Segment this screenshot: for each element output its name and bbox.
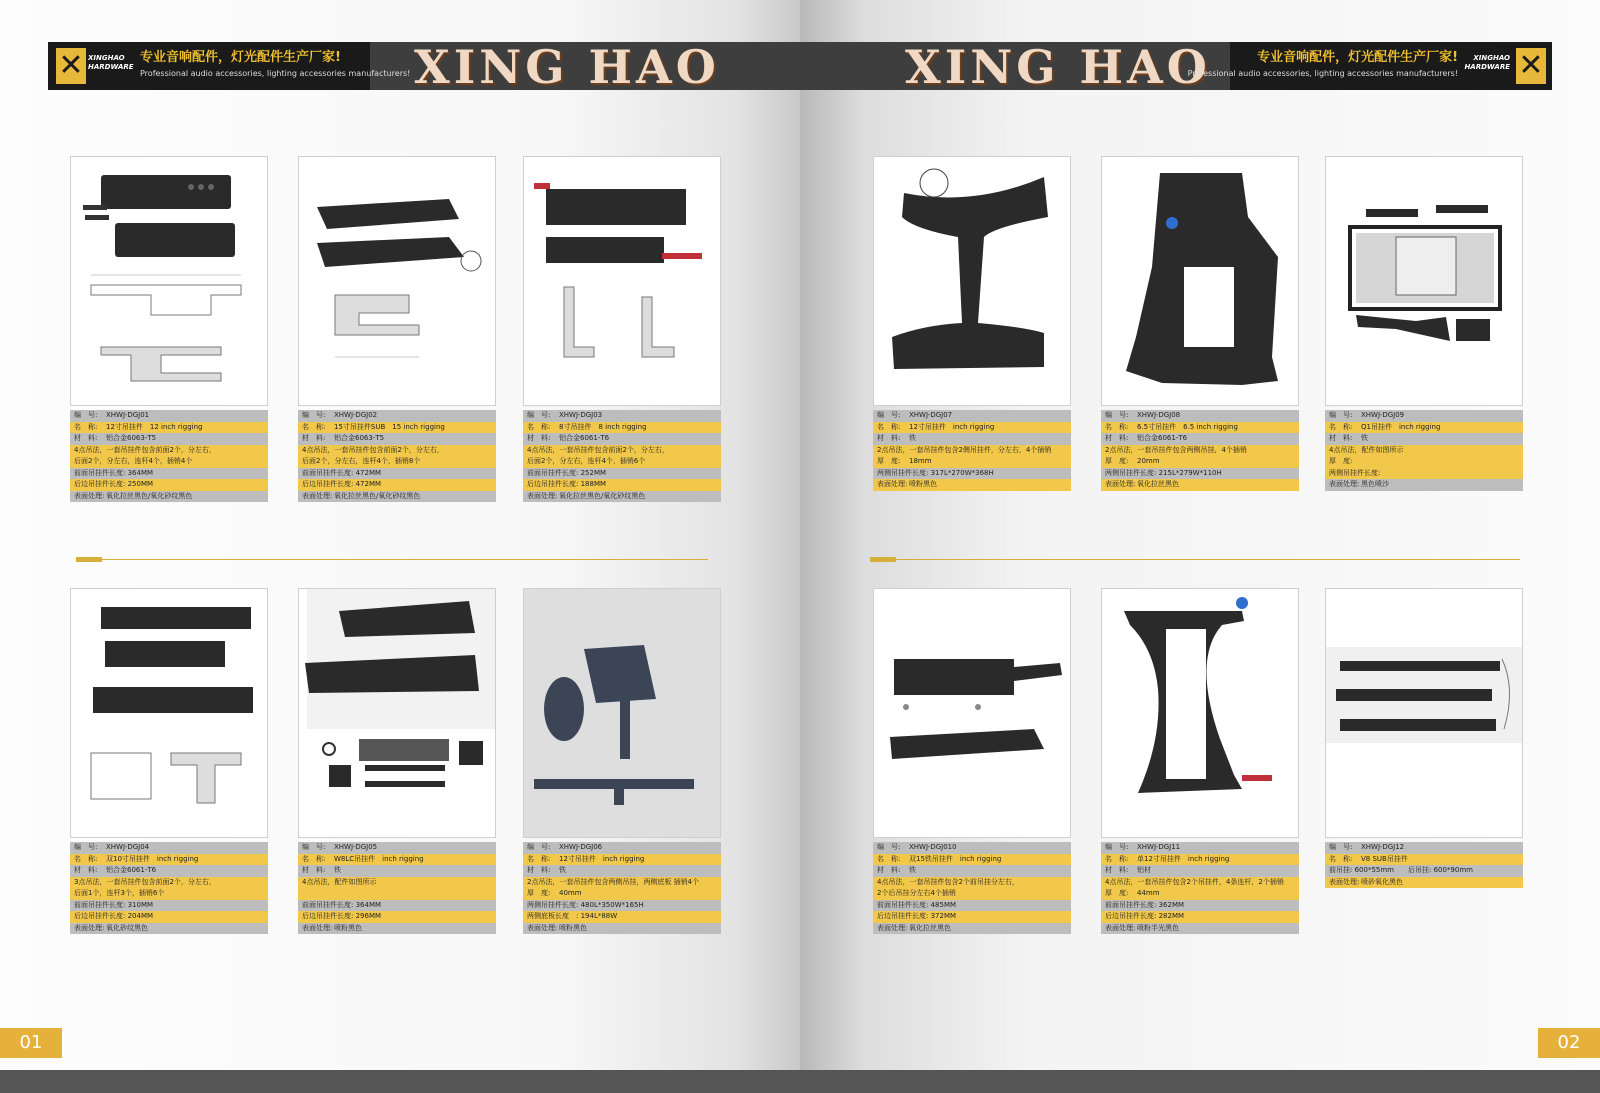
spec-code: 编 号: XHWJ-DGJ11 (1101, 842, 1299, 854)
spec-front-length: 两侧吊挂件长度: 317L*270W*368H (873, 468, 1071, 480)
spec-name: 名 称: 8寸吊挂件 8 inch rigging (523, 422, 721, 434)
spec-material: 材 料: 铝合金6061-T6 (523, 433, 721, 445)
spec-thickness: 厚 度: 40mm (523, 888, 721, 900)
spec-desc: 4点吊法，配件如图所示 (298, 877, 496, 889)
spec-desc: 2点吊法，一套吊挂件包含两侧吊挂，两侧底板 插销4个 (523, 877, 721, 889)
page-number: 02 (1538, 1028, 1600, 1058)
rigging-drawing-icon (71, 589, 267, 837)
spec-finish: 表面处理: 氧化拉丝黑色/氧化砂纹黑色 (70, 491, 268, 503)
spec-front-length: 两侧吊挂件长度: 215L*279W*110H (1101, 468, 1299, 480)
bottom-bar (0, 1070, 1600, 1093)
brand-title: XING HAO (414, 40, 720, 94)
spec-material: 材 料: 铝材 (1101, 865, 1299, 877)
spec-finish: 表面处理: 氧化拉丝黑色/氧化砂纹黑色 (523, 491, 721, 503)
page-header (800, 40, 1552, 94)
spec-finish: 表面处理: 喷粉黑色 (298, 923, 496, 935)
spec-material: 材 料: 铁 (1325, 433, 1523, 445)
product-photo (1101, 588, 1299, 838)
spec-code: 编 号: XHWJ-DGJ09 (1325, 410, 1523, 422)
spec-material: 材 料: 铁 (873, 433, 1071, 445)
product-photo (873, 156, 1071, 406)
brand-title: XING HAO (905, 40, 1211, 94)
spec-material: 材 料: 铁 (873, 865, 1071, 877)
spec-front-length: 前面吊挂件长度: 485MM (873, 900, 1071, 912)
spec-table (873, 410, 1071, 491)
spec-desc: 后面2个，分左右，连杆4个，插销6个 (523, 456, 721, 468)
spec-table (298, 410, 496, 502)
product-photo (523, 588, 721, 838)
product-card (523, 156, 721, 502)
spec-name: 名 称: W8LC吊挂件 inch rigging (298, 854, 496, 866)
spec-material: 材 料: 铝合金6063-T5 (70, 433, 268, 445)
spec-desc: 4点吊法，一套吊挂件包含前面2个，分左右， (298, 445, 496, 457)
spec-front-length: 前面吊挂件长度: 472MM (298, 468, 496, 480)
spec-front-length: 两侧吊挂件长度: 480L*350W*165H (523, 900, 721, 912)
rigging-drawing-icon (71, 157, 267, 405)
spec-material: 材 料: 铝合金6063-T5 (298, 433, 496, 445)
product-card (70, 588, 268, 934)
spec-name: 名 称: 6.5寸吊挂件 6.5 inch rigging (1101, 422, 1299, 434)
spec-material: 材 料: 铝合金6061-T6 (70, 865, 268, 877)
spec-table (70, 410, 268, 502)
spec-front-length: 两侧吊挂件长度: (1325, 468, 1523, 480)
spec-table (1101, 842, 1299, 934)
spec-finish: 表面处理: 氧化拉丝黑色/氧化砂纹黑色 (298, 491, 496, 503)
spec-table (1325, 410, 1523, 491)
product-photo (298, 156, 496, 406)
product-card (298, 588, 496, 934)
spec-front-length: 前面吊挂件长度: 362MM (1101, 900, 1299, 912)
brand-box (1187, 42, 1552, 90)
spec-desc: 4点吊法，一套吊挂件包含前面2个，分左右， (70, 445, 268, 457)
spec-finish: 表面处理: 氧化拉丝黑色 (873, 923, 1071, 935)
tagline-cn: 专业音响配件，灯光配件生产厂家! (1257, 50, 1458, 65)
rigging-drawing-icon (1102, 157, 1298, 405)
spec-table (523, 842, 721, 934)
spec-desc: 3点吊法，一套吊挂件包含前面2个，分左右， (70, 877, 268, 889)
spec-code: 编 号: XHWJ-DGJ02 (298, 410, 496, 422)
spec-back-length: 后边吊挂件长度: 250MM (70, 479, 268, 491)
spec-desc: 4点吊法，一套吊挂件包含2个吊挂件，4条连杆，2个插销 (1101, 877, 1299, 889)
spec-front-length: 前面吊挂件长度: 364MM (298, 900, 496, 912)
spec-back-length: 两侧底板长度 : 194L*88W (523, 911, 721, 923)
spec-thickness: 厚 度: 18mm (873, 456, 1071, 468)
spec-desc: 4点吊法，配件如图所示 (1325, 445, 1523, 457)
spec-thickness: 厚 度: 20mm (1101, 456, 1299, 468)
rigging-drawing-icon (874, 157, 1070, 405)
rigging-drawing-icon (1326, 157, 1522, 405)
spec-front-length: 前面吊挂件长度: 252MM (523, 468, 721, 480)
spec-thickness: 厚 度: (1325, 456, 1523, 468)
rigging-drawing-icon (524, 157, 720, 405)
spec-material: 材 料: 铁 (523, 865, 721, 877)
section-divider (76, 559, 708, 560)
spec-name: 名 称: 15寸吊挂件SUB 15 inch rigging (298, 422, 496, 434)
left-page (0, 0, 800, 1070)
product-card (1101, 156, 1299, 491)
product-card (1325, 588, 1523, 888)
spec-name: 名 称: V8 SUB吊挂件 (1325, 854, 1523, 866)
spec-name: 名 称: Q1吊挂件 inch rigging (1325, 422, 1523, 434)
spec-code: 编 号: XHWJ-DGJ12 (1325, 842, 1523, 854)
spec-front-length: 前面吊挂件长度: 364MM (70, 468, 268, 480)
spec-size: 前吊挂: 600*55mm 后吊挂: 600*90mm (1325, 865, 1523, 877)
product-card (523, 588, 721, 934)
spec-material: 材 料: 铝合金6061-T6 (1101, 433, 1299, 445)
spec-name: 名 称: 双15铁吊挂件 inch rigging (873, 854, 1071, 866)
spec-name: 名 称: 单12寸吊挂件 inch rigging (1101, 854, 1299, 866)
logo-text: XINGHAO HARDWARE (88, 54, 134, 71)
rigging-drawing-icon (874, 589, 1070, 837)
product-photo (70, 156, 268, 406)
spec-desc: 2点吊法，一套吊挂件包含两侧吊挂，4个插销 (1101, 445, 1299, 457)
product-photo (1325, 156, 1523, 406)
rigging-drawing-icon (524, 589, 720, 837)
spec-material: 材 料: 铁 (298, 865, 496, 877)
rigging-drawing-icon (1102, 589, 1298, 837)
spec-code: 编 号: XHWJ-DGJ01 (70, 410, 268, 422)
spec-thickness: 厚 度: 44mm (1101, 888, 1299, 900)
spec-code: 编 号: XHWJ-DGJ04 (70, 842, 268, 854)
section-divider (870, 559, 1520, 560)
product-photo (298, 588, 496, 838)
spec-desc: 2点吊法，一套吊挂件包含2侧吊挂件，分左右，4个插销 (873, 445, 1071, 457)
spec-finish: 表面处理: 氧化砂纹黑色 (70, 923, 268, 935)
logo-text: XINGHAO HARDWARE (1464, 54, 1510, 71)
spec-front-length: 前面吊挂件长度: 310MM (70, 900, 268, 912)
spec-back-length: 后边吊挂件长度: 204MM (70, 911, 268, 923)
logo-x-icon: ✕ (1518, 48, 1544, 83)
rigging-drawing-icon (299, 589, 495, 837)
spec-finish: 表面处理: 喷粉黑色 (873, 479, 1071, 491)
spec-code: 编 号: XHWJ-DGJ010 (873, 842, 1071, 854)
spec-desc: 后面2个，分左右，连杆4个，插销8个 (298, 456, 496, 468)
product-card (873, 588, 1071, 934)
spec-desc: 4点吊法，一套吊挂件包含2个前吊挂分左右， (873, 877, 1071, 889)
product-photo (70, 588, 268, 838)
spec-back-length: 后边吊挂件长度: 372MM (873, 911, 1071, 923)
page-header (48, 40, 800, 94)
page-number: 01 (0, 1028, 62, 1058)
product-card (873, 156, 1071, 491)
spec-table (1101, 410, 1299, 491)
product-photo (1101, 156, 1299, 406)
spec-finish: 表面处理: 喷砂氧化黑色 (1325, 877, 1523, 889)
spec-name: 名 称: 12寸吊挂件 12 inch rigging (70, 422, 268, 434)
spec-finish: 表面处理: 黑色喷沙 (1325, 479, 1523, 491)
tagline-cn: 专业音响配件，灯光配件生产厂家! (140, 50, 341, 65)
xinghao-logo (1516, 48, 1546, 84)
spec-back-length: 后边吊挂件长度: 472MM (298, 479, 496, 491)
spec-table (70, 842, 268, 934)
spec-desc: 后面1个，连杆3个，插销6个 (70, 888, 268, 900)
spec-code: 编 号: XHWJ-DGJ06 (523, 842, 721, 854)
product-card (70, 156, 268, 502)
spec-desc: 后面2个，分左右，连杆4个，插销4个 (70, 456, 268, 468)
spec-table (873, 842, 1071, 934)
spec-finish: 表面处理: 喷粉黑色 (523, 923, 721, 935)
spec-back-length: 后边吊挂件长度: 296MM (298, 911, 496, 923)
tagline-en: Professional audio accessories, lighting accessories manufacturers! (1187, 69, 1458, 78)
product-photo (523, 156, 721, 406)
spec-desc (298, 888, 496, 900)
spec-back-length: 后边吊挂件长度: 188MM (523, 479, 721, 491)
spec-name: 名 称: 12寸吊挂件 inch rigging (873, 422, 1071, 434)
product-card (298, 156, 496, 502)
spec-finish: 表面处理: 喷粉半光黑色 (1101, 923, 1299, 935)
product-card (1325, 156, 1523, 491)
spec-name: 名 称: 双10寸吊挂件 inch rigging (70, 854, 268, 866)
tagline-en: Professional audio accessories, lighting accessories manufacturers! (140, 69, 411, 78)
spec-back-length: 后边吊挂件长度: 282MM (1101, 911, 1299, 923)
logo-x-icon: ✕ (58, 48, 84, 83)
spec-finish: 表面处理: 氧化拉丝黑色 (1101, 479, 1299, 491)
xinghao-logo (56, 48, 86, 84)
right-page (800, 0, 1600, 1070)
product-photo (1325, 588, 1523, 838)
rigging-drawing-icon (1326, 589, 1522, 837)
brand-box (48, 42, 411, 90)
spec-code: 编 号: XHWJ-DGJ07 (873, 410, 1071, 422)
rigging-drawing-icon (299, 157, 495, 405)
spec-name: 名 称: 12寸吊挂件 inch rigging (523, 854, 721, 866)
spec-table (298, 842, 496, 934)
spec-code: 编 号: XHWJ-DGJ08 (1101, 410, 1299, 422)
spec-table (523, 410, 721, 502)
spec-code: 编 号: XHWJ-DGJ03 (523, 410, 721, 422)
spec-desc: 2个后吊挂分左右4个插销 (873, 888, 1071, 900)
spec-code: 编 号: XHWJ-DGJ05 (298, 842, 496, 854)
spec-desc: 4点吊法，一套吊挂件包含前面2个，分左右， (523, 445, 721, 457)
product-card (1101, 588, 1299, 934)
spec-table (1325, 842, 1523, 888)
product-photo (873, 588, 1071, 838)
